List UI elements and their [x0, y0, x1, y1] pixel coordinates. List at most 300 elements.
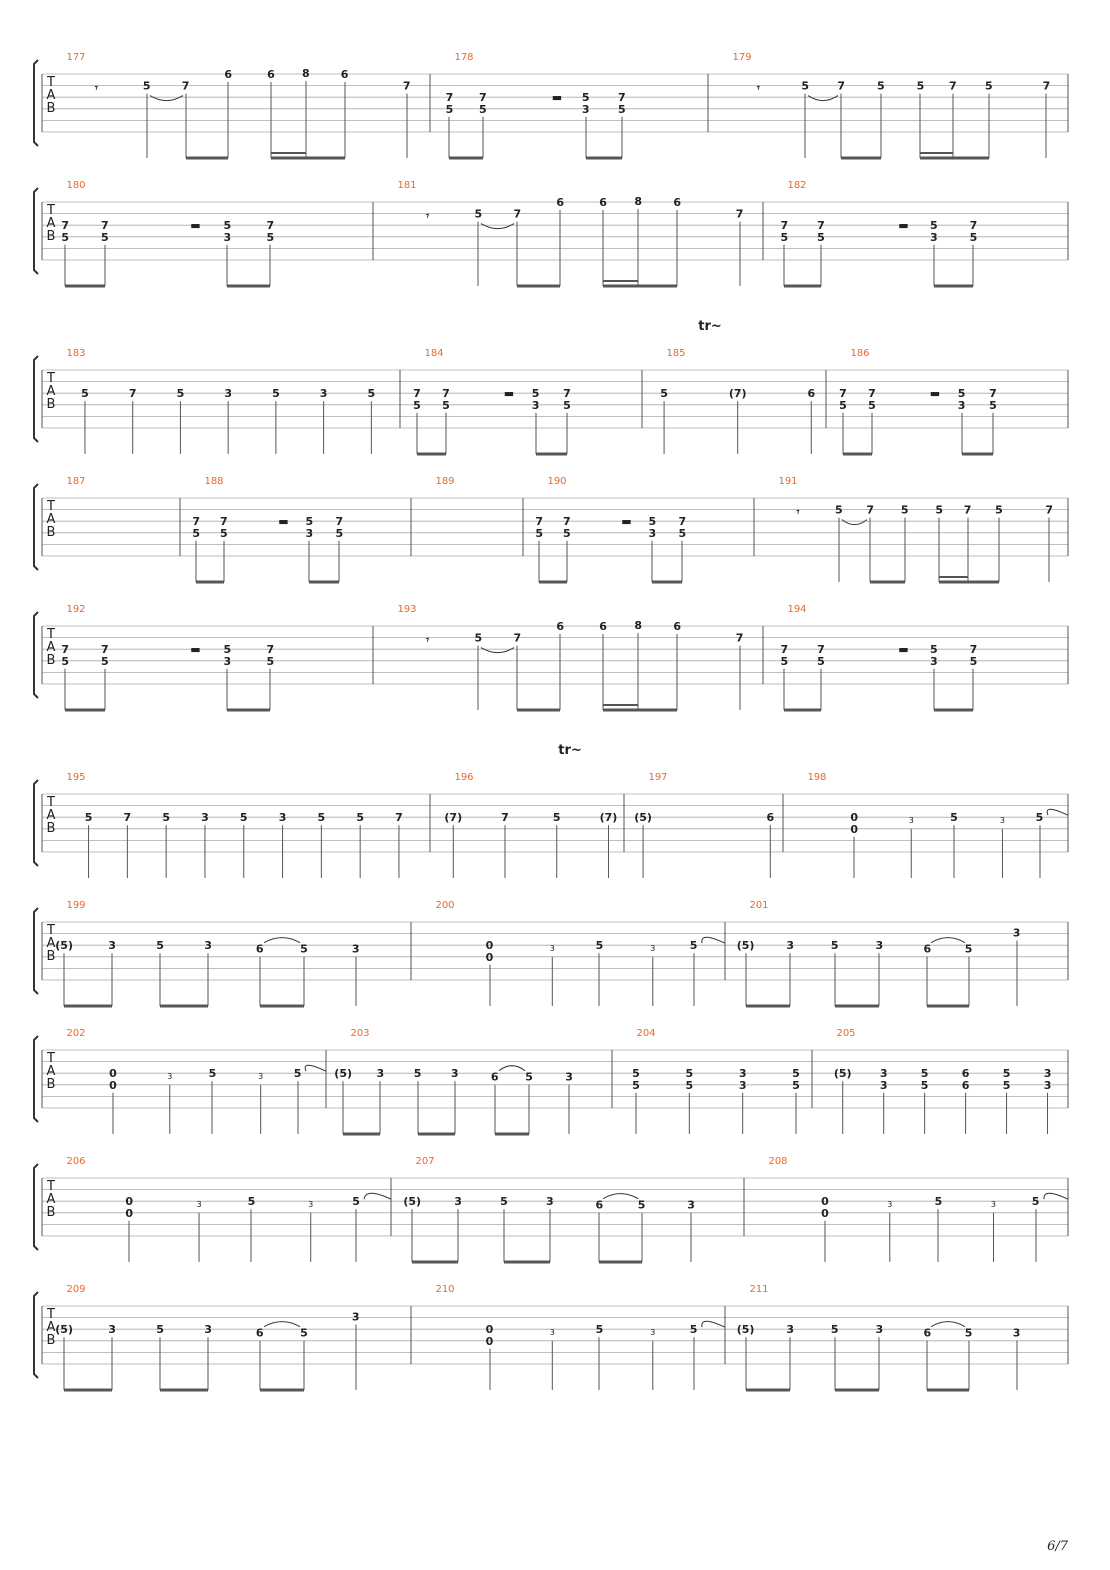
fret-number: 6 — [255, 1326, 264, 1340]
tie — [264, 938, 300, 943]
fret-number: 3 — [278, 811, 287, 825]
fret-number: 7 — [1045, 503, 1053, 517]
fret-number: 6 — [961, 1078, 970, 1092]
fret-number: 5 — [817, 230, 825, 244]
tab-clef-letter: B — [46, 1077, 56, 1092]
fret-number: 5 — [478, 102, 487, 116]
fret-number: 5 — [950, 811, 958, 825]
half-rest: ▬ — [503, 387, 515, 401]
fret-number: 7 — [220, 515, 228, 529]
measure-number: 200 — [435, 900, 455, 911]
fret-number: 5 — [957, 387, 966, 401]
tie — [931, 1322, 965, 1327]
measure-number: 202 — [66, 1028, 86, 1039]
tab-system — [34, 476, 1068, 582]
trill-ornament: tr~ — [698, 319, 722, 334]
tab-clef-letter: A — [46, 1064, 56, 1079]
fret-number: 7 — [445, 91, 454, 105]
measure-number: 208 — [768, 1156, 788, 1167]
fret-number: 5 — [685, 1067, 694, 1081]
fret-number: 5 — [685, 1078, 694, 1092]
fret-number: 7 — [513, 631, 522, 645]
fret-number: 7 — [61, 643, 69, 657]
fret-number: (5) — [403, 1195, 422, 1209]
fret-number: 7 — [266, 219, 275, 233]
fret-number: (5) — [334, 1067, 353, 1081]
measure-number: 186 — [850, 348, 870, 359]
fret-number: 3 — [875, 1323, 884, 1337]
fret-number: 5 — [632, 1067, 640, 1081]
fret-number: 5 — [637, 1198, 646, 1212]
fret-number: 3 — [786, 939, 794, 953]
fret-number: 7 — [678, 515, 687, 529]
fret-number: 7 — [128, 387, 137, 401]
fret-number: 7 — [969, 219, 978, 233]
fret-number: 6 — [673, 196, 682, 209]
half-rest: ▬ — [190, 643, 201, 657]
fret-number: 5 — [780, 230, 789, 244]
fret-number: 0 — [485, 950, 494, 964]
fret-number: 5 — [648, 515, 657, 529]
fret-number: 3 — [376, 1067, 385, 1081]
fret-number: 7 — [192, 515, 200, 529]
fret-number: (7) — [728, 387, 747, 401]
measure-number: 203 — [350, 1028, 370, 1039]
system-bracket — [34, 1164, 38, 1250]
fret-number: 7 — [101, 643, 109, 657]
tab-clef-letter: B — [46, 1333, 56, 1348]
fret-number: 3 — [108, 1323, 116, 1337]
fret-number: 3 — [929, 654, 938, 668]
fret-number: 5 — [300, 1326, 308, 1340]
fret-number: 5 — [817, 654, 825, 668]
fret-number: 5 — [929, 219, 938, 233]
tremolo-count: 3 — [167, 1072, 173, 1082]
tie — [499, 1066, 525, 1071]
tab-system — [34, 180, 1068, 286]
half-rest: ▬ — [278, 515, 289, 529]
fret-number: 0 — [485, 1323, 494, 1337]
fret-number: 5 — [989, 398, 997, 412]
fret-number: 7 — [780, 219, 789, 233]
fret-number: 7 — [817, 219, 825, 233]
fret-number: 5 — [552, 811, 561, 825]
fret-number: 5 — [792, 1067, 800, 1081]
measure-number: 194 — [787, 604, 807, 615]
fret-number: 5 — [876, 79, 885, 93]
half-rest: ▬ — [898, 643, 909, 657]
half-rest: ▬ — [929, 387, 941, 401]
tab-clef-letter: A — [46, 1320, 56, 1335]
fret-number: 7 — [181, 79, 190, 93]
fret-number: 5 — [176, 387, 185, 401]
tie — [702, 937, 725, 943]
fret-number: 6 — [923, 942, 932, 956]
fret-number: 5 — [300, 942, 308, 956]
fret-number: 3 — [738, 1067, 747, 1081]
fret-number: 5 — [101, 230, 109, 244]
fret-number: 7 — [617, 91, 626, 105]
page-number: 6/7 — [1047, 1539, 1068, 1554]
tab-clef-letter: B — [46, 1205, 56, 1220]
fret-number: 5 — [934, 1195, 943, 1209]
tab-clef-letter: T — [47, 1307, 55, 1322]
measure-number: 182 — [787, 180, 807, 191]
system-bracket — [34, 484, 38, 570]
fret-number: 0 — [821, 1206, 829, 1220]
system-bracket — [34, 908, 38, 994]
tab-clef-letter: B — [46, 397, 56, 412]
tab-clef-letter: A — [46, 808, 56, 823]
fret-number: 5 — [239, 811, 248, 825]
fret-number: 3 — [1012, 926, 1021, 940]
tab-clef-letter: B — [46, 821, 56, 836]
tremolo-count: 3 — [650, 944, 656, 954]
measure-number: 206 — [66, 1156, 86, 1167]
fret-number: 3 — [738, 1078, 747, 1092]
measure-number: 185 — [666, 348, 686, 359]
fret-number: 5 — [266, 654, 275, 668]
trill-ornament: tr~ — [558, 743, 582, 758]
half-rest: ▬ — [898, 219, 909, 233]
fret-number: 6 — [673, 620, 682, 633]
measure-number: 192 — [66, 604, 86, 615]
tab-system — [34, 743, 1068, 878]
fret-number: 5 — [868, 398, 876, 412]
fret-number: (5) — [634, 811, 652, 825]
tab-system — [34, 319, 1068, 454]
fret-number: 5 — [317, 811, 326, 825]
fret-number: 5 — [920, 1067, 929, 1081]
fret-number: 7 — [123, 811, 132, 825]
tab-clef-letter: T — [47, 1179, 55, 1194]
fret-number: 5 — [834, 503, 843, 517]
fret-number: 5 — [900, 503, 909, 517]
measure-number: 184 — [424, 348, 444, 359]
fret-number: 3 — [957, 398, 966, 412]
tab-clef-letter: A — [46, 384, 56, 399]
tie — [842, 520, 867, 525]
fret-number: 5 — [1002, 1078, 1011, 1092]
measure-number: 180 — [66, 180, 86, 191]
tremolo-count: 3 — [549, 1328, 555, 1338]
fret-number: 7 — [513, 207, 522, 221]
fret-number: 5 — [192, 526, 200, 540]
fret-number: 5 — [156, 939, 164, 953]
fret-number: 5 — [617, 102, 626, 116]
tab-clef-letter: B — [46, 653, 56, 668]
fret-number: 3 — [929, 230, 938, 244]
fret-number: 3 — [319, 387, 328, 401]
tab-clef-letter: T — [47, 499, 55, 514]
fret-number: 6 — [556, 620, 565, 633]
fret-number: 5 — [595, 1323, 604, 1337]
measure-number: 179 — [732, 52, 752, 63]
fret-number: 5 — [1035, 811, 1044, 825]
fret-number: 3 — [454, 1195, 462, 1209]
fret-number: 7 — [780, 643, 789, 657]
fret-number: 7 — [535, 515, 543, 529]
fret-number: 5 — [1031, 1195, 1040, 1209]
fret-number: 5 — [367, 387, 376, 401]
fret-number: 5 — [531, 387, 540, 401]
fret-number: 3 — [687, 1198, 695, 1212]
tab-clef-letter: T — [47, 627, 55, 642]
tab-clef-letter: B — [46, 949, 56, 964]
tremolo-count: 3 — [308, 1200, 314, 1210]
system-bracket — [34, 60, 38, 146]
fret-number: 5 — [792, 1078, 800, 1092]
fret-number: 6 — [255, 942, 264, 956]
fret-number: 3 — [351, 1310, 360, 1324]
fret-number: 7 — [868, 387, 876, 401]
fret-number: 6 — [224, 68, 233, 81]
measure-number: 197 — [648, 772, 668, 783]
fret-number: 5 — [801, 79, 810, 93]
fret-number: 5 — [689, 939, 698, 953]
fret-number: 7 — [413, 387, 421, 401]
fret-number: 7 — [563, 515, 571, 529]
fret-number: 6 — [340, 68, 349, 81]
fret-number: (5) — [736, 1323, 755, 1337]
fret-number: 5 — [660, 387, 668, 401]
tab-system — [34, 604, 1068, 710]
fret-number: 3 — [1012, 1326, 1021, 1340]
tab-system — [34, 1284, 1068, 1390]
fret-number: 5 — [563, 526, 571, 540]
fret-number: 3 — [546, 1195, 554, 1209]
eighth-rest: 𝄾 — [426, 209, 430, 223]
measure-number: 183 — [66, 348, 86, 359]
half-rest: ▬ — [551, 91, 563, 105]
measure-number: 196 — [454, 772, 474, 783]
measure-number: 195 — [66, 772, 86, 783]
tremolo-count: 3 — [549, 944, 555, 954]
fret-number: 5 — [474, 631, 483, 645]
tab-clef-letter: B — [46, 525, 56, 540]
measure-number: 201 — [749, 900, 769, 911]
fret-number: 0 — [125, 1206, 134, 1220]
fret-number: 5 — [563, 398, 571, 412]
fret-number: 7 — [866, 503, 875, 517]
fret-number: 5 — [220, 526, 228, 540]
fret-number: 6 — [595, 1198, 604, 1212]
fret-number: 6 — [490, 1070, 499, 1084]
fret-number: 5 — [162, 811, 170, 825]
fret-number: 5 — [969, 230, 978, 244]
tremolo-count: 3 — [999, 816, 1005, 826]
fret-number: 7 — [837, 79, 846, 93]
fret-number: 3 — [875, 939, 884, 953]
fret-number: 0 — [850, 811, 859, 825]
eighth-rest: 𝄾 — [426, 633, 430, 647]
fret-number: 7 — [335, 515, 344, 529]
fret-number: 3 — [581, 102, 590, 116]
fret-number: 7 — [989, 387, 997, 401]
tremolo-count: 3 — [908, 816, 914, 826]
fret-number: 8 — [634, 618, 643, 632]
fret-number: 3 — [786, 1323, 794, 1337]
fret-number: 5 — [413, 398, 421, 412]
measure-number: 187 — [66, 476, 86, 487]
fret-number: 5 — [780, 654, 789, 668]
fret-number: 5 — [984, 79, 993, 93]
eighth-rest: 𝄾 — [756, 81, 760, 95]
measure-number: 190 — [547, 476, 567, 487]
measure-number: 178 — [454, 52, 474, 63]
fret-number: 3 — [1043, 1067, 1052, 1081]
tab-system — [34, 1028, 1068, 1134]
fret-number: 3 — [879, 1067, 888, 1081]
fret-number: 5 — [995, 503, 1003, 517]
fret-number: 5 — [474, 207, 483, 221]
fret-number: 5 — [293, 1067, 302, 1081]
fret-number: 5 — [272, 387, 280, 401]
fret-number: 7 — [1042, 79, 1051, 93]
tie — [364, 1193, 391, 1199]
fret-number: 7 — [266, 643, 275, 657]
fret-number: (5) — [736, 939, 755, 953]
fret-number: 8 — [302, 66, 310, 80]
half-rest: ▬ — [190, 219, 201, 233]
tie — [481, 648, 514, 653]
tab-clef-letter: T — [47, 203, 55, 218]
tab-clef-letter: A — [46, 512, 56, 527]
fret-number: 6 — [923, 1326, 932, 1340]
tab-clef-letter: A — [46, 640, 56, 655]
tie — [603, 1194, 638, 1199]
measure-number: 181 — [397, 180, 417, 191]
fret-number: 5 — [84, 811, 93, 825]
fret-number: 3 — [879, 1078, 888, 1092]
fret-number: 5 — [916, 79, 925, 93]
measure-number: 210 — [435, 1284, 455, 1295]
fret-number: 7 — [442, 387, 450, 401]
tie — [1047, 809, 1068, 815]
measure-number: 189 — [435, 476, 455, 487]
fret-number: 5 — [223, 219, 232, 233]
fret-number: 5 — [830, 1323, 839, 1337]
fret-number: (5) — [55, 939, 73, 953]
fret-number: 6 — [599, 620, 607, 633]
fret-number: 3 — [565, 1070, 573, 1084]
fret-number: 3 — [223, 654, 232, 668]
fret-number: 5 — [61, 230, 69, 244]
fret-number: 5 — [61, 654, 69, 668]
fret-number: 5 — [500, 1195, 508, 1209]
measure-number: 204 — [636, 1028, 656, 1039]
fret-number: 3 — [108, 939, 116, 953]
fret-number: 7 — [817, 643, 825, 657]
fret-number: 5 — [352, 1195, 360, 1209]
measure-number: 209 — [66, 1284, 86, 1295]
tie — [808, 96, 838, 101]
tab-clef-letter: A — [46, 1192, 56, 1207]
fret-number: 8 — [634, 194, 643, 208]
fret-number: 7 — [402, 79, 411, 93]
fret-number: 0 — [850, 822, 859, 836]
tie — [931, 938, 965, 943]
tab-clef-letter: T — [47, 371, 55, 386]
fret-number: 3 — [305, 526, 314, 540]
fret-number: 3 — [204, 939, 212, 953]
system-bracket — [34, 780, 38, 866]
fret-number: 5 — [266, 230, 275, 244]
fret-number: 0 — [821, 1195, 829, 1209]
tab-clef-letter: A — [46, 216, 56, 231]
tab-clef-letter: A — [46, 88, 56, 103]
measure-number: 177 — [66, 52, 86, 63]
fret-number: 5 — [208, 1067, 217, 1081]
tab-clef-letter: T — [47, 923, 55, 938]
fret-number: 5 — [156, 1323, 164, 1337]
fret-number: 3 — [1043, 1078, 1052, 1092]
tie — [702, 1321, 725, 1327]
system-bracket — [34, 1036, 38, 1122]
tremolo-count: 3 — [258, 1072, 264, 1082]
measure-number: 198 — [807, 772, 827, 783]
fret-number: 5 — [442, 398, 450, 412]
measure-number: 205 — [836, 1028, 856, 1039]
fret-number: 6 — [961, 1067, 970, 1081]
measure-number: 188 — [204, 476, 224, 487]
fret-number: 3 — [223, 230, 232, 244]
fret-number: 5 — [964, 942, 973, 956]
fret-number: 0 — [485, 939, 494, 953]
fret-number: 3 — [201, 811, 209, 825]
fret-number: 0 — [125, 1195, 134, 1209]
tab-clef-letter: T — [47, 1051, 55, 1066]
fret-number: 5 — [101, 654, 109, 668]
fret-number: 7 — [395, 811, 403, 825]
fret-number: 5 — [689, 1323, 698, 1337]
tab-clef-letter: T — [47, 75, 55, 90]
fret-number: 5 — [964, 1326, 973, 1340]
fret-number: 5 — [445, 102, 454, 116]
fret-number: 0 — [109, 1067, 117, 1081]
eighth-rest: 𝄾 — [94, 81, 98, 95]
measure-number: 193 — [397, 604, 417, 615]
tab-system — [34, 52, 1068, 158]
eighth-rest: 𝄾 — [796, 505, 800, 519]
fret-number: 6 — [556, 196, 565, 209]
fret-number: 7 — [563, 387, 571, 401]
tie — [150, 96, 183, 101]
fret-number: (7) — [444, 811, 463, 825]
fret-number: 7 — [948, 79, 957, 93]
system-bracket — [34, 356, 38, 442]
tab-system — [34, 1156, 1068, 1262]
tremolo-count: 3 — [650, 1328, 656, 1338]
fret-number: 6 — [766, 811, 775, 825]
fret-number: 7 — [839, 387, 847, 401]
measure-number: 191 — [778, 476, 798, 487]
fret-number: 3 — [531, 398, 540, 412]
fret-number: 3 — [204, 1323, 212, 1337]
tie — [481, 224, 514, 229]
tab-system — [34, 900, 1068, 1006]
fret-number: 5 — [1002, 1067, 1011, 1081]
system-bracket — [34, 1292, 38, 1378]
tie — [264, 1322, 300, 1327]
fret-number: 5 — [535, 526, 543, 540]
measure-number: 199 — [66, 900, 86, 911]
half-rest: ▬ — [621, 515, 632, 529]
system-bracket — [34, 188, 38, 274]
fret-number: 3 — [450, 1067, 459, 1081]
tie — [305, 1065, 326, 1071]
measure-number: 207 — [415, 1156, 435, 1167]
